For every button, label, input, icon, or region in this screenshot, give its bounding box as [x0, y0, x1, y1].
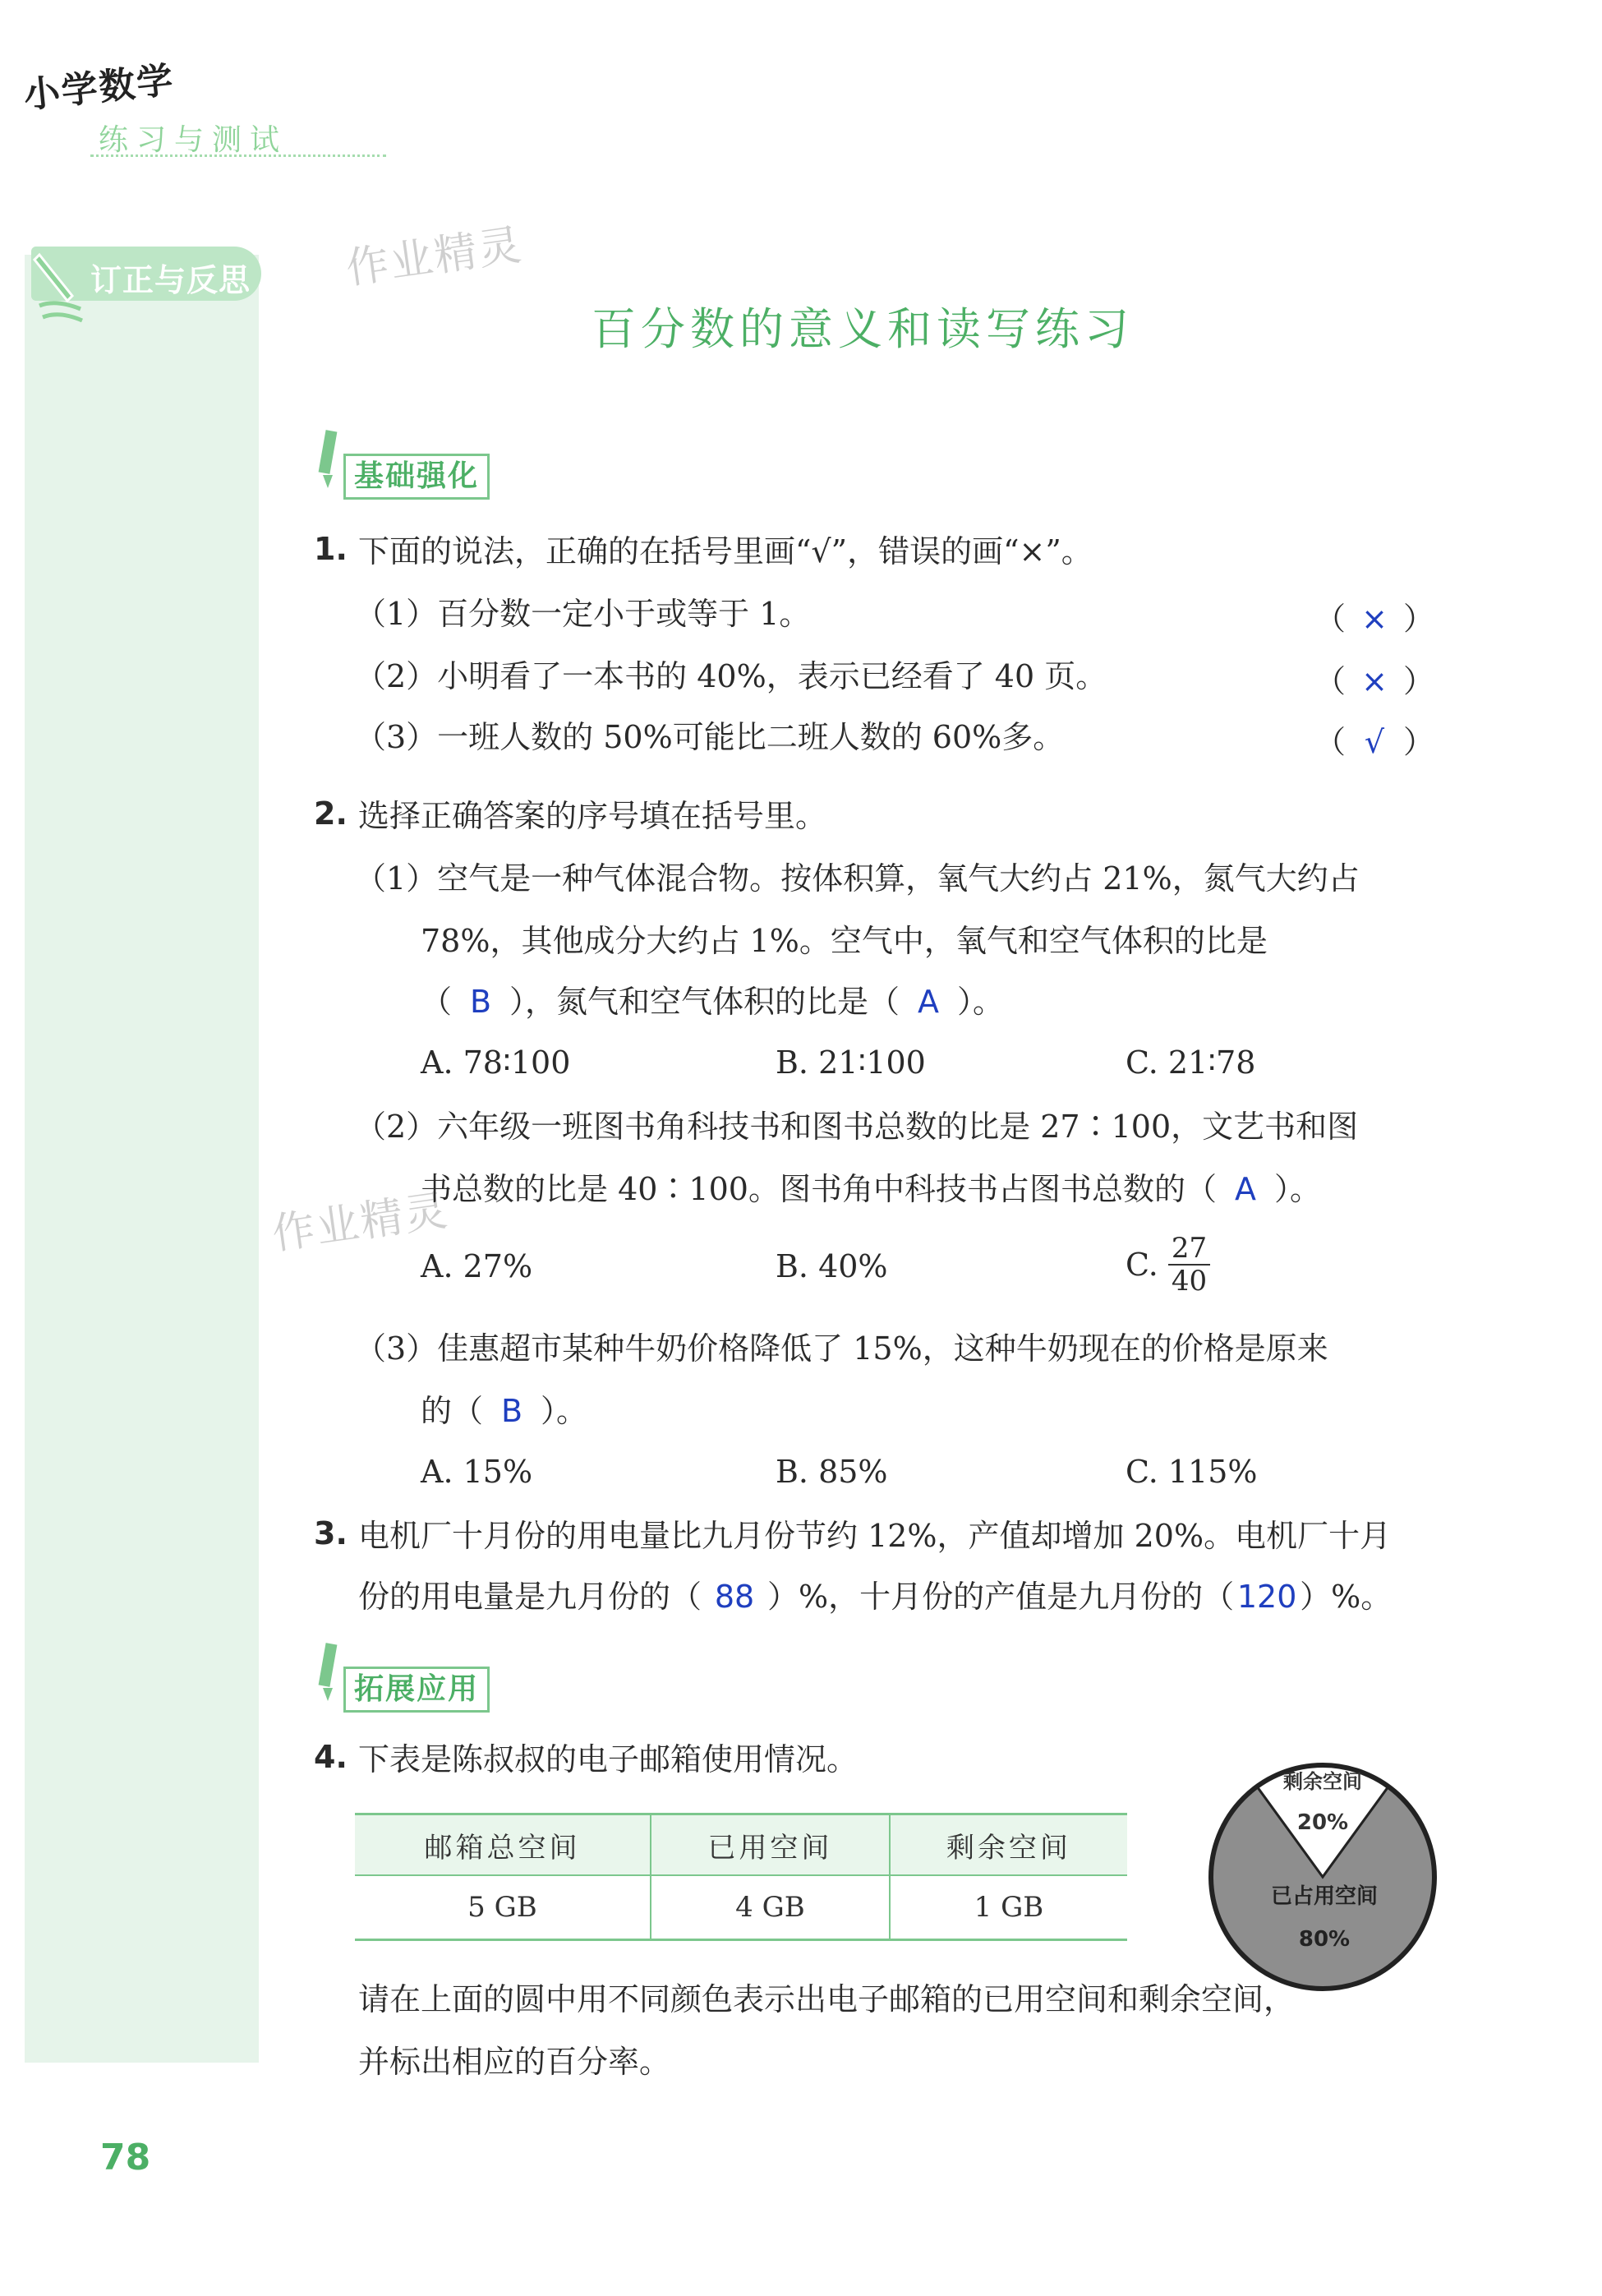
fraction-numerator: 27 — [1168, 1233, 1210, 1266]
answer-mark: A — [918, 984, 940, 1020]
text: ）%。 — [1300, 1579, 1393, 1615]
answer-mark: √ — [1364, 724, 1385, 760]
table-cell: 4 GB — [651, 1875, 890, 1940]
q4-instruction-line2: 并标出相应的百分率。 — [358, 2044, 671, 2080]
brand-title: 小学数学 — [21, 59, 177, 118]
watermark: 作业精灵 — [269, 1186, 452, 1260]
answer-mark: A — [1234, 1171, 1256, 1207]
option-c — [1126, 1233, 1210, 1297]
text: 书总数的比是 40∶100。图书角中科技书占图书总数的（ — [421, 1171, 1217, 1207]
q2-p3-line1: （3）佳惠超市某种牛奶价格降低了 15%，这种牛奶现在的价格是原来 — [355, 1330, 1328, 1367]
answer-mark: 120 — [1236, 1579, 1297, 1615]
option-c: C. 21∶78 — [1126, 1044, 1256, 1081]
question-stem: 选择正确答案的序号填在括号里。 — [358, 798, 827, 834]
option-c: C. 115% — [1126, 1454, 1258, 1490]
text: 份的用电量是九月份的（ — [358, 1579, 702, 1615]
q2-p2-line2 — [421, 1169, 1321, 1210]
pencil-icon — [314, 1640, 342, 1706]
column-header: 邮箱总空间 — [355, 1814, 651, 1876]
answer-paren: （ × ） — [1314, 663, 1435, 699]
table-header-row — [355, 1814, 1127, 1876]
pie-label-used-name: 已占用空间 — [1270, 1884, 1379, 1909]
answer-mark: × — [1361, 663, 1388, 699]
option-b: B. 40% — [776, 1248, 888, 1284]
option-b: B. 21∶100 — [776, 1044, 926, 1081]
text: ），氮气和空气体积的比是（ — [509, 984, 900, 1020]
brand-divider — [90, 154, 386, 157]
pie-chart — [1191, 1745, 1454, 2008]
q2-p2-line1: （2）六年级一班图书角科技书和图书总数的比是 27∶100，文艺书和图 — [355, 1109, 1359, 1145]
watermark: 作业精灵 — [343, 220, 526, 294]
answer-mark: 88 — [714, 1579, 755, 1615]
q1-item-2: （2）小明看了一本书的 40%，表示已经看了 40 页。 — [355, 658, 1107, 694]
q2-p1-line2: 78%，其他成分大约占 1%。空气中，氧气和空气体积的比是 — [421, 923, 1268, 959]
option-label: C. — [1126, 1247, 1158, 1283]
section-heading-extend: 拓展应用 — [343, 1667, 490, 1713]
pencil-icon — [314, 427, 342, 493]
pie-label-remaining-pct: 20% — [1296, 1810, 1349, 1835]
fraction — [1168, 1233, 1210, 1297]
table-cell: 1 GB — [890, 1875, 1127, 1940]
question-number: 1. — [314, 531, 348, 567]
text: 的（ — [421, 1393, 484, 1429]
margin-label: 订正与反思 — [90, 262, 251, 298]
margin-strip — [25, 255, 259, 2063]
q2-p1-line3 — [421, 981, 1004, 1022]
text: （ — [421, 984, 453, 1020]
column-header: 已用空间 — [651, 1814, 890, 1876]
question-number: 4. — [314, 1739, 348, 1775]
q1-item-1: （1）百分数一定小于或等于 1。 — [355, 596, 811, 632]
answer-mark: B — [500, 1393, 523, 1429]
table-cell: 5 GB — [467, 1891, 537, 1924]
page-number: 78 — [100, 2137, 151, 2178]
answer-mark: × — [1361, 601, 1388, 637]
answer-paren: （ √ ） — [1314, 724, 1435, 760]
text: ）。 — [957, 984, 1005, 1020]
q3-line1: 电机厂十月份的用电量比九月份节约 12%，产值却增加 20%。电机厂十月 — [358, 1518, 1392, 1554]
q2-p1-line1: （1）空气是一种气体混合物。按体积算，氧气大约占 21%，氮气大约占 — [355, 860, 1360, 897]
fraction-denominator: 40 — [1171, 1265, 1208, 1298]
mailbox-table — [355, 1813, 1127, 1941]
option-b: B. 85% — [776, 1454, 888, 1490]
brand-subtitle: 练习与测试 — [99, 123, 288, 157]
table-row — [355, 1875, 1127, 1940]
text: ）。 — [1273, 1171, 1321, 1207]
question-number: 2. — [314, 795, 348, 832]
option-a: A. 78∶100 — [421, 1044, 571, 1081]
text: ）。 — [541, 1393, 588, 1429]
question-number: 3. — [314, 1515, 348, 1551]
q4-instruction-line1: 请在上面的圆中用不同颜色表示出电子邮箱的已用空间和剩余空间， — [358, 1981, 1296, 2017]
answer-paren: （ × ） — [1314, 601, 1435, 637]
page-title: 百分数的意义和读写练习 — [592, 303, 1134, 355]
question-stem: 下面的说法，正确的在括号里画“√”，错误的画“×”。 — [358, 533, 1093, 569]
pie-label-used-pct: 80% — [1298, 1927, 1351, 1952]
section-heading-basic: 基础强化 — [343, 454, 490, 500]
q3-line2 — [358, 1576, 1392, 1617]
q2-p3-line2 — [421, 1390, 587, 1432]
option-a: A. 27% — [421, 1248, 533, 1284]
answer-mark: B — [469, 984, 492, 1020]
text: ）%，十月份的产值是九月份的（ — [767, 1579, 1235, 1615]
column-header: 剩余空间 — [890, 1814, 1127, 1876]
pie-label-remaining-name: 剩余空间 — [1283, 1770, 1362, 1793]
question-stem: 下表是陈叔叔的电子邮箱使用情况。 — [358, 1741, 859, 1777]
option-a: A. 15% — [421, 1454, 533, 1490]
q1-item-3: （3）一班人数的 50%可能比二班人数的 60%多。 — [355, 719, 1065, 755]
